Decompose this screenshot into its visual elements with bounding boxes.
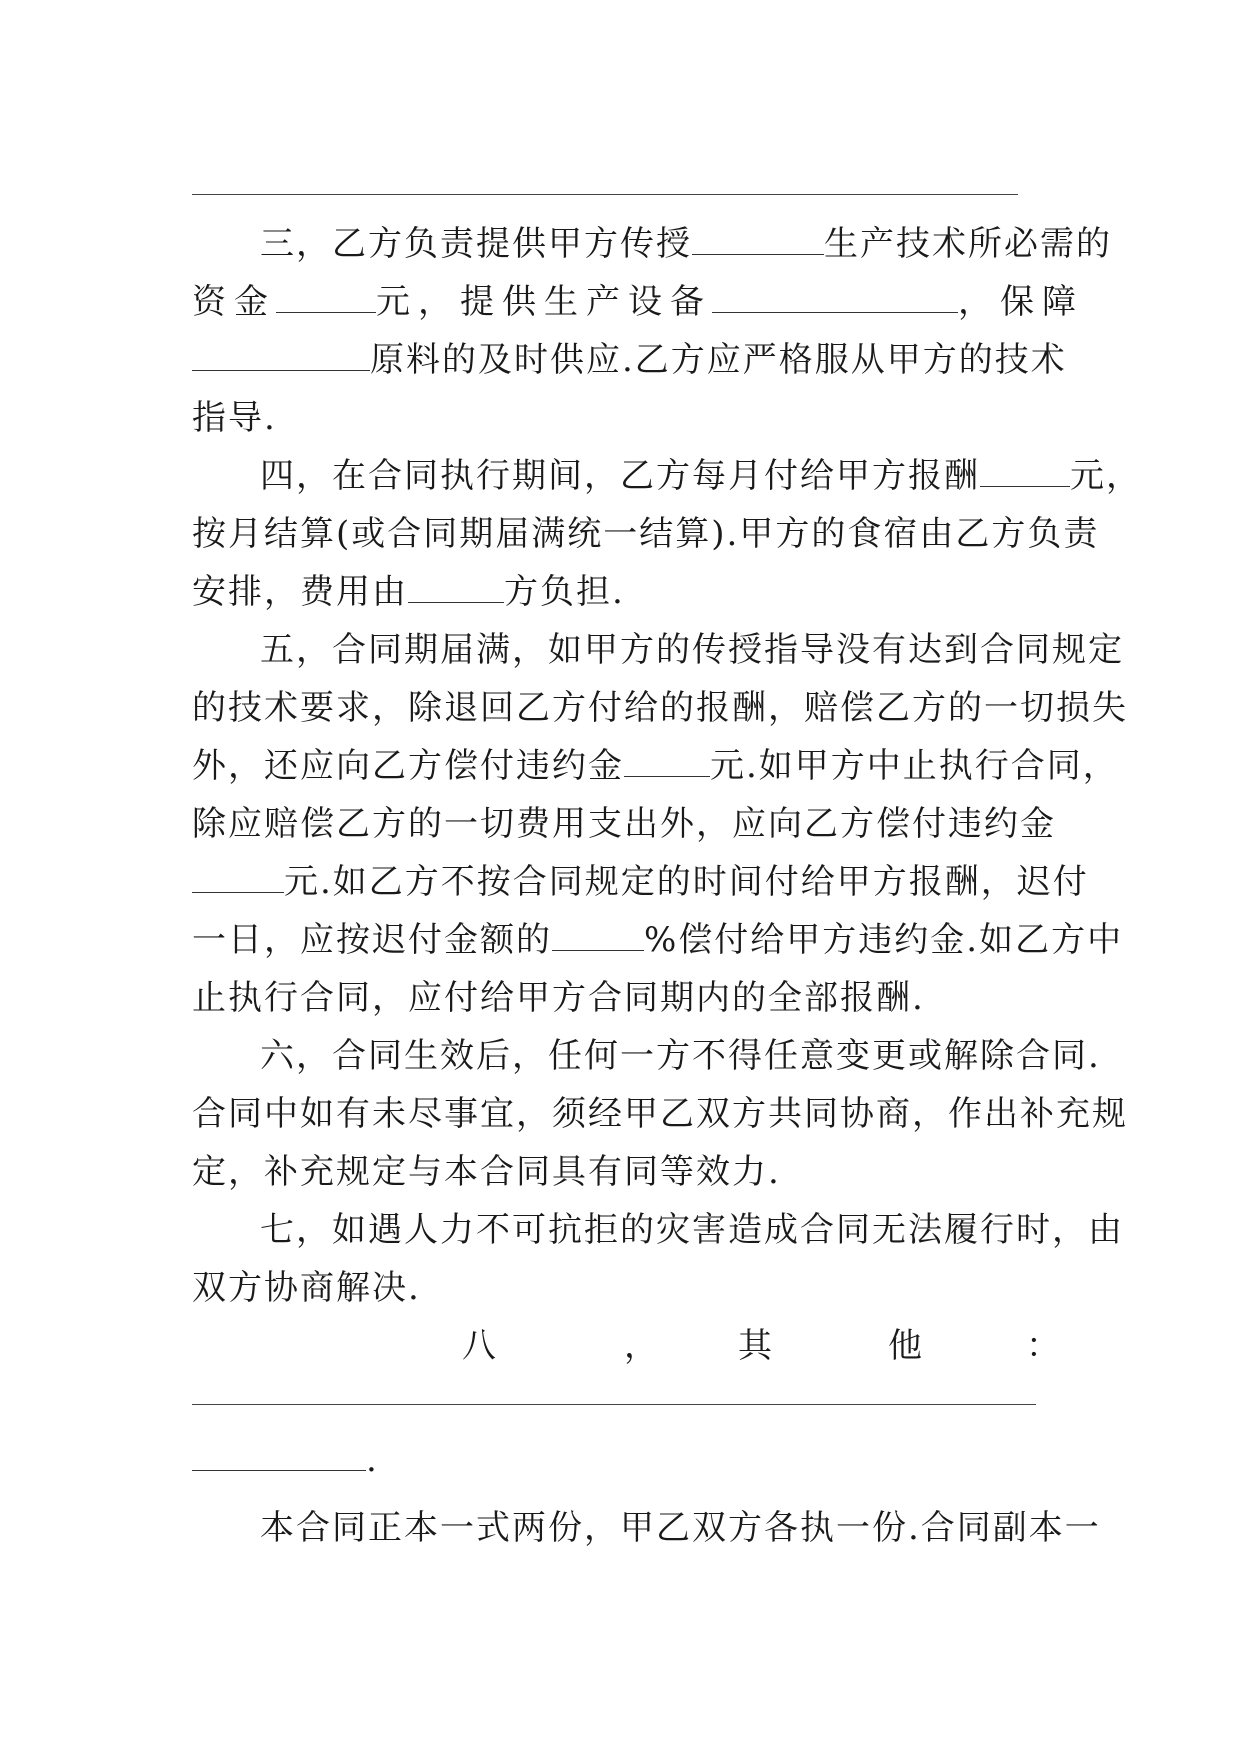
s3-text-4: 指导. — [192, 398, 277, 438]
s5-line-4 — [192, 802, 1058, 846]
s7-line-2 — [192, 1266, 1058, 1310]
s3-text-2b: 元，提供生产设备 — [376, 282, 712, 322]
s5-line-7 — [192, 976, 1058, 1020]
blank-field[interactable] — [408, 572, 504, 603]
s3-line-4 — [192, 396, 1058, 440]
blank-field[interactable] — [276, 282, 376, 313]
s7-line-1 — [260, 1208, 1124, 1252]
s8-text-end: . — [366, 1440, 379, 1480]
s5-text-5b: 元.如乙方不按合同规定的时间付给甲方报酬，迟付 — [284, 862, 1089, 902]
s8-char-1: 八 — [462, 1326, 496, 1366]
s6-text-3: 定，补充规定与本合同具有同等效力. — [192, 1152, 781, 1192]
s6-text-1: 六，合同生效后，任何一方不得任意变更或解除合同. — [260, 1036, 1101, 1076]
s8-char-5: ： — [1026, 1326, 1060, 1366]
s9-text-1: 本合同正本一式两份，甲乙双方各执一份.合同副本一 — [260, 1508, 1101, 1548]
s4-line-1 — [260, 454, 1142, 498]
s7-text-1: 七，如遇人力不可抗拒的灾害造成合同无法履行时，由 — [260, 1210, 1124, 1250]
s3-text-1a: 三，乙方负责提供甲方传授 — [260, 224, 692, 264]
s3-line-1 — [260, 222, 1112, 266]
s5-line-1 — [260, 628, 1124, 672]
s9-line-1 — [260, 1506, 1101, 1550]
blank-field[interactable] — [980, 456, 1070, 487]
s3-text-2a: 资金 — [192, 282, 276, 322]
blank-line-top — [192, 194, 1018, 195]
s5-text-3b: 元.如甲方中止执行合同， — [710, 746, 1119, 786]
blank-field[interactable] — [692, 224, 824, 255]
s6-line-2 — [192, 1092, 1128, 1136]
s3-text-3a: 原料的及时供应.乙方应严格服从甲方的技术 — [370, 340, 1067, 380]
s8-end-line — [192, 1438, 1058, 1482]
s3-text-2c: ，保障 — [958, 282, 1084, 322]
s5-text-3a: 外，还应向乙方偿付违约金 — [192, 746, 624, 786]
s5-text-2: 的技术要求，除退回乙方付给的报酬，赔偿乙方的一切损失 — [192, 688, 1128, 728]
s3-line-3 — [192, 338, 1067, 382]
s8-heading — [192, 1324, 1058, 1368]
blank-field[interactable] — [192, 862, 284, 893]
blank-field[interactable] — [624, 746, 710, 777]
s6-line-1 — [260, 1034, 1101, 1078]
s5-text-6b: %偿付给甲方违约金.如乙方中 — [644, 920, 1124, 960]
blank-field[interactable] — [712, 282, 958, 313]
s5-line-2 — [192, 686, 1128, 730]
s3-text-1b: 生产技术所必需的 — [824, 224, 1112, 264]
s5-line-5 — [192, 860, 1089, 904]
s4-text-3b: 方负担. — [504, 572, 625, 612]
s3-line-2 — [192, 280, 1084, 324]
s5-line-6 — [192, 918, 1124, 962]
blank-field[interactable] — [192, 1440, 366, 1471]
s5-text-4: 除应赔偿乙方的一切费用支出外，应向乙方偿付违约金 — [192, 804, 1056, 844]
s8-char-2: ， — [624, 1326, 658, 1366]
s7-text-2: 双方协商解决. — [192, 1268, 421, 1308]
s4-text-2: 按月结算(或合同期届满统一结算).甲方的食宿由乙方负责 — [192, 514, 1100, 554]
s8-char-3: 其 — [738, 1326, 772, 1366]
s5-text-7: 止执行合同，应付给甲方合同期内的全部报酬. — [192, 978, 925, 1018]
s8-char-4: 他 — [888, 1326, 922, 1366]
s5-text-1: 五，合同期届满，如甲方的传授指导没有达到合同规定 — [260, 630, 1124, 670]
s5-text-6a: 一日，应按迟付金额的 — [192, 920, 552, 960]
blank-field[interactable] — [552, 920, 644, 951]
s6-text-2: 合同中如有未尽事宜，须经甲乙双方共同协商，作出补充规 — [192, 1094, 1128, 1134]
s4-line-2 — [192, 512, 1100, 556]
blank-line-other[interactable] — [192, 1404, 1036, 1405]
s5-line-3 — [192, 744, 1119, 788]
s4-text-1b: 元， — [1070, 456, 1142, 496]
s4-text-1a: 四，在合同执行期间，乙方每月付给甲方报酬 — [260, 456, 980, 496]
s6-line-3 — [192, 1150, 1058, 1194]
blank-field[interactable] — [192, 340, 370, 371]
s4-text-3a: 安排，费用由 — [192, 572, 408, 612]
s4-line-3 — [192, 570, 1058, 614]
